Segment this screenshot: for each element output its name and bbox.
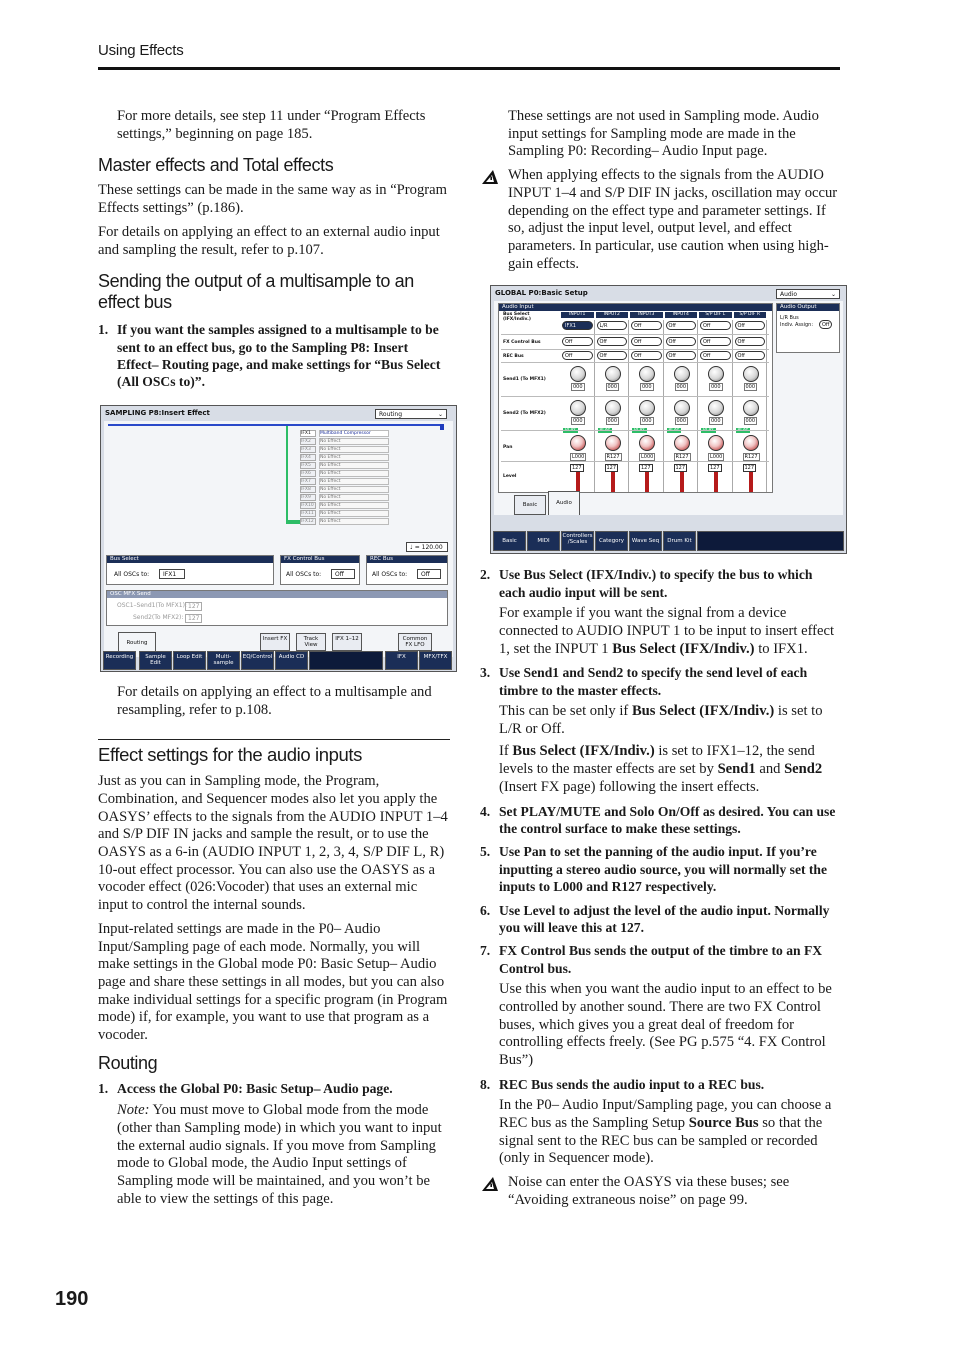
- send2-knob-value: 000: [745, 418, 756, 425]
- row-label: Level: [503, 474, 517, 480]
- bus-select-panel: [106, 555, 274, 585]
- step-number: 8.: [480, 1076, 491, 1092]
- level-slider[interactable]: [611, 472, 615, 492]
- row-label: Send2 (To MFX2): [503, 411, 546, 417]
- send2-knob[interactable]: [570, 400, 586, 416]
- text-span: and: [755, 761, 785, 778]
- level-value[interactable]: 127: [572, 465, 582, 472]
- ifx-row[interactable]: [300, 430, 396, 437]
- row-divider: [501, 362, 769, 363]
- ifx-row[interactable]: [300, 462, 396, 469]
- tab-0[interactable]: Recording: [103, 651, 136, 670]
- row-label: FX Control Bus: [503, 340, 541, 346]
- routing-heading: Routing: [98, 1052, 158, 1073]
- running-header: Using Effects: [98, 42, 184, 59]
- pan-knob[interactable]: [570, 435, 586, 451]
- column-header: INPUT2: [596, 312, 629, 318]
- subtab-0[interactable]: Routing: [118, 632, 156, 654]
- fx-control-dropdown[interactable]: Off: [562, 337, 593, 346]
- row-label: Pan: [503, 445, 513, 451]
- send1-knob[interactable]: [639, 366, 655, 382]
- column-header: S/P DIF L: [699, 312, 732, 318]
- send2-knob-value: 000: [642, 418, 652, 425]
- tempo-field[interactable]: ♩ = 120.00: [406, 542, 448, 552]
- send1-knob[interactable]: [708, 366, 724, 382]
- screen-title: SAMPLING P8:Insert Effect: [105, 408, 210, 417]
- rec-bus-dropdown[interactable]: Off: [631, 351, 662, 360]
- send2-knob[interactable]: [743, 400, 759, 416]
- column-header: INPUT3: [630, 312, 663, 318]
- text-span: If: [499, 743, 513, 760]
- ifx-row[interactable]: [300, 510, 396, 517]
- ifx-slot-label: IFX12: [300, 518, 316, 525]
- ifx-effect-name: No Effect: [319, 502, 389, 509]
- step-text: If you want the samples assigned to a multisample to be sent to an effect bus, go to the Sampling P8: Insert Effect– Routing page, and make settings for “Bus Select (All OSCs to)”.: [117, 322, 441, 390]
- bus-select-dropdown[interactable]: IFX1: [562, 321, 593, 330]
- column-divider: [663, 320, 664, 492]
- indiv-assign-label: Indiv. Assign:: [780, 322, 814, 329]
- row-divider: [501, 396, 769, 397]
- send1-knob-value: 000: [745, 384, 756, 391]
- pan-knob[interactable]: [605, 435, 621, 451]
- screen-body: [104, 421, 453, 657]
- rec-bus-dropdown[interactable]: Off: [735, 351, 766, 360]
- bus-select-label: All OSCs to:: [114, 570, 150, 578]
- text-span: For example if you want the signal from a device connected to AUDIO INPUT 1 to be input to insert effect 1, set the INPUT 1: [499, 605, 835, 657]
- tab-3[interactable]: Category: [595, 531, 628, 551]
- ifx-effect-name: No Effect: [319, 486, 389, 493]
- send2-knob[interactable]: [674, 400, 690, 416]
- bus-select-dropdown[interactable]: IFX1: [159, 569, 185, 579]
- level-value[interactable]: 127: [710, 465, 720, 472]
- column-header: INPUT4: [665, 312, 698, 318]
- step-text: Access the Global P0: Basic Setup– Audio page.: [117, 1080, 393, 1096]
- send1-value[interactable]: 127: [185, 602, 202, 611]
- tab-7[interactable]: MFX/TFX: [419, 651, 452, 670]
- tab-1[interactable]: Sample Edit: [139, 651, 172, 670]
- screen-body: [494, 301, 843, 515]
- ifx-slot-label: IFX1: [300, 430, 316, 437]
- text-span: This can be set only if: [499, 703, 632, 720]
- send1-knob[interactable]: [570, 366, 586, 382]
- level-slider[interactable]: [749, 472, 753, 492]
- ifx-slot-label: IFX11: [300, 510, 316, 517]
- text-span: is set to L/R or Off.: [499, 703, 823, 737]
- level-value[interactable]: 127: [675, 465, 686, 472]
- warning-note-2: [480, 1174, 840, 1209]
- text-span: is set to IFX1–12, the send levels to the master effects are set by: [499, 743, 815, 778]
- step-3-body-2: [480, 743, 840, 796]
- rec-bus-dropdown[interactable]: Off: [597, 351, 628, 360]
- tab-3[interactable]: Multi-sample: [207, 651, 240, 670]
- ifx-row[interactable]: [300, 518, 396, 525]
- ifx-slot-label: IFX3: [300, 446, 316, 453]
- page-menu[interactable]: [776, 289, 840, 299]
- send1-knob-value: 000: [573, 384, 583, 391]
- column-divider: [732, 320, 733, 492]
- tab-bar-spacer: [309, 651, 383, 670]
- right-intro: These settings are not used in Sampling mode. Audio input settings for Sampling mode are made in the Sampling P0: Recording– Audio Input page.: [508, 108, 819, 160]
- row-divider: [501, 461, 769, 462]
- param-name: Source Bus: [688, 1114, 759, 1131]
- multisample-heading: Sending the output of a multisample to an effect bus: [98, 271, 414, 313]
- page-menu-label: Audio: [780, 291, 798, 299]
- pan-value: L000: [572, 454, 585, 461]
- level-value[interactable]: 127: [641, 465, 651, 472]
- panel-title: Audio Input: [499, 304, 772, 311]
- level-slider[interactable]: [576, 472, 580, 492]
- ifx-slot-label: IFX8: [300, 486, 316, 493]
- ifx-effect-name: No Effect: [319, 454, 389, 461]
- ifx-effect-name: No Effect: [319, 510, 389, 517]
- column-divider: [697, 320, 698, 492]
- ifx-row[interactable]: [300, 454, 396, 461]
- ifx-effect-name: No Effect: [319, 438, 389, 445]
- ifx-slot-label: IFX5: [300, 462, 316, 469]
- send1-label: OSC1–Send1(To MFX1):: [117, 601, 187, 609]
- step-8-body: [480, 1097, 840, 1168]
- tab-2[interactable]: Loop Edit: [173, 651, 206, 670]
- page-menu-label: Routing: [379, 410, 403, 418]
- bus-select-dropdown[interactable]: Off: [700, 321, 731, 330]
- master-p2: For details on applying an effect to an external audio input and sampling the result, refer to p.107.: [98, 223, 440, 258]
- tab-1[interactable]: MIDI: [527, 531, 560, 551]
- column-divider: [766, 320, 767, 492]
- send1-knob-value: 000: [642, 384, 652, 391]
- audio-inputs-heading: Effect settings for the audio inputs: [98, 744, 362, 766]
- routing-step-1: [98, 1080, 450, 1097]
- bus-select-dropdown[interactable]: Off: [666, 321, 697, 330]
- rec-bus-label: All OSCs to:: [372, 570, 408, 578]
- row-divider: [501, 430, 769, 431]
- text-span: so that the signal sent to the REC bus can be sampled or recorded (only in Sequencer mode).: [499, 1114, 823, 1167]
- send1-knob-value: 000: [711, 384, 721, 391]
- lr-bus-label: L/R Bus: [780, 315, 799, 322]
- rec-bus-dropdown[interactable]: Off: [700, 351, 731, 360]
- ifx-slot-label: IFX4: [300, 454, 316, 461]
- ifx-row[interactable]: [300, 486, 396, 493]
- rec-bus-panel: [366, 555, 448, 585]
- ifx-effect-name: No Effect: [319, 470, 389, 477]
- ifx-effect-name: No Effect: [319, 462, 389, 469]
- step-7: [480, 942, 840, 977]
- fx-control-dropdown[interactable]: Off: [597, 337, 628, 346]
- send2-knob[interactable]: [605, 400, 621, 416]
- ifx-row[interactable]: [300, 478, 396, 485]
- panel-title: Audio Output: [777, 304, 839, 311]
- osc-mfx-send-panel: [106, 590, 448, 626]
- ifx-row[interactable]: [300, 446, 396, 453]
- subtab-1[interactable]: Audio: [548, 491, 580, 515]
- audio-inputs-section: [98, 739, 450, 765]
- note-label: Note:: [117, 1102, 150, 1119]
- multisample-step-1: [98, 321, 450, 391]
- warning-text: Noise can enter the OASYS via these buses; see “Avoiding extraneous noise” on page 99.: [508, 1173, 790, 1208]
- step-8: [480, 1076, 840, 1093]
- tab-5[interactable]: Audio CD: [275, 651, 308, 670]
- tab-4[interactable]: EQ/Control: [241, 651, 274, 670]
- column-divider: [628, 320, 629, 492]
- step-7-body: Use this when you want the audio input to an effect to be controlled by another sound. There are two FX Control buses, which gives you a great deal of freedom for controlling effects freely. (See PG p.575 “4. FX Control Bus”): [499, 981, 832, 1069]
- pan-value: L000: [710, 454, 723, 461]
- ifx-slot-label: IFX10: [300, 502, 316, 509]
- ifx-row[interactable]: [300, 438, 396, 445]
- caution-icon: [480, 1174, 508, 1209]
- subtab-4[interactable]: Common FX LFO: [398, 633, 432, 651]
- send1-knob-value: 000: [607, 384, 618, 391]
- send2-value[interactable]: 127: [185, 614, 202, 623]
- step-3-body-1: [480, 703, 840, 738]
- ifx-row[interactable]: [300, 502, 396, 509]
- pan-knob[interactable]: [674, 435, 690, 451]
- subtab-1[interactable]: Insert FX: [260, 633, 290, 651]
- intro-paragraph: For more details, see step 11 under “Program Effects settings,” beginning on page 185.: [117, 108, 426, 142]
- step-5: [480, 843, 840, 895]
- step-number: 5.: [480, 844, 491, 860]
- param-name: Send1: [717, 761, 756, 778]
- send2-knob-value: 000: [573, 418, 583, 425]
- audio-input-panel: [498, 303, 773, 493]
- step-3: [480, 664, 840, 699]
- tab-6[interactable]: IFX: [385, 651, 418, 670]
- step-text: REC Bus sends the audio input to a REC bus.: [499, 1076, 765, 1092]
- ifx-effect-name: No Effect: [319, 446, 389, 453]
- param-name: Bus Select (IFX/Indiv.): [612, 640, 755, 657]
- tab-4[interactable]: Wave Seq: [629, 531, 662, 551]
- fx-control-panel: [280, 555, 360, 585]
- ifx-slot-label: IFX6: [300, 470, 316, 477]
- fx-control-dropdown[interactable]: Off: [331, 569, 355, 579]
- fx-control-dropdown[interactable]: Off: [666, 337, 697, 346]
- text-span: to IFX1.: [754, 640, 808, 657]
- page-number: 190: [55, 1288, 89, 1310]
- send1-knob[interactable]: [743, 366, 759, 382]
- step-4: [480, 803, 840, 838]
- fx-control-label: All OSCs to:: [286, 570, 322, 578]
- chevron-down-icon: ⌄: [830, 291, 836, 299]
- send1-knob[interactable]: [605, 366, 621, 382]
- panel-title: REC Bus: [367, 556, 447, 563]
- step-text: Use Send1 and Send2 to specify the send level of each timbre to the master effects.: [499, 665, 808, 698]
- routing-line: [108, 424, 444, 426]
- level-slider[interactable]: [645, 472, 649, 492]
- level-value[interactable]: 127: [606, 465, 617, 472]
- ifx-slot-label: IFX2: [300, 438, 316, 445]
- panel-title: FX Control Bus: [281, 556, 359, 563]
- ifx-effect-name: No Effect: [319, 478, 389, 485]
- param-name: Bus Select (IFX/Indiv.): [512, 743, 655, 760]
- tab-5[interactable]: Drum Kit: [663, 531, 696, 551]
- send2-knob-value: 000: [711, 418, 721, 425]
- row-divider: [501, 349, 769, 350]
- bus-select-dropdown[interactable]: Off: [735, 321, 766, 330]
- right-column: [480, 108, 840, 1209]
- ifx-chain-line: [286, 426, 288, 524]
- master-p1: These settings can be made in the same way as in “Program Effects settings” (p.186).: [98, 182, 447, 217]
- step-text: FX Control Bus sends the output of the timbre to an FX Control bus.: [499, 943, 823, 976]
- column-divider: [594, 320, 595, 492]
- row-divider: [501, 334, 769, 335]
- ifx-effect-name: No Effect: [319, 518, 389, 525]
- audio-output-panel: [776, 303, 840, 353]
- page-menu[interactable]: [375, 409, 447, 419]
- step-6: [480, 902, 840, 937]
- note-text: You must move to Global mode from the mode (other than Sampling mode) in which you want to input the external audio signals. If you move from Sampling mode to Global mode, the Audio Input settings of Sampling mode will be maintained, and you won’t be able to view the settings of this page.: [117, 1102, 442, 1207]
- routing-arrow-icon: [440, 424, 444, 430]
- ifx-chain-end: [286, 520, 300, 524]
- step-number: 6.: [480, 902, 491, 918]
- rec-bus-dropdown[interactable]: Off: [666, 351, 697, 360]
- send2-knob[interactable]: [708, 400, 724, 416]
- send2-label: Send2(To MFX2):: [133, 613, 184, 621]
- tab-bar-spacer: [697, 531, 844, 551]
- subtab-3[interactable]: IFX 1–12: [332, 633, 362, 651]
- panel-title: OSC MFX Send: [107, 591, 447, 598]
- screen-title: GLOBAL P0:Basic Setup: [495, 289, 588, 298]
- step-number: 1.: [98, 1080, 109, 1096]
- ifx-row[interactable]: [300, 470, 396, 477]
- multisample-after: For details on applying an effect to a multisample and resampling, refer to p.108.: [117, 683, 432, 718]
- send2-knob-value: 000: [676, 418, 687, 425]
- pan-knob[interactable]: [743, 435, 759, 451]
- indiv-assign-dropdown[interactable]: Off: [819, 320, 832, 329]
- column-header: S/P DIF R: [734, 312, 767, 318]
- pan-value: L000: [641, 454, 654, 461]
- send1-knob-value: 000: [676, 384, 687, 391]
- warning-text: When applying effects to the signals from the AUDIO INPUT 1–4 and S/P DIF IN jacks, oscillation may occur depending on the effect type and parameter settings. If so, adjust the input level, output level, and effect parameters. In particular, use caution when using high-gain effects.: [508, 167, 838, 272]
- pan-knob[interactable]: [639, 435, 655, 451]
- global-basic-setup-screenshot: [490, 285, 847, 554]
- level-slider[interactable]: [680, 472, 684, 492]
- step-text: Use Bus Select (IFX/Indiv.) to specify the bus to which each audio input will be sent.: [499, 567, 813, 600]
- routing-note: [98, 1102, 450, 1208]
- panel-title: Bus Select: [107, 556, 273, 563]
- fx-control-dropdown[interactable]: Off: [700, 337, 731, 346]
- tab-0[interactable]: Basic: [493, 531, 526, 551]
- step-number: 3.: [480, 665, 491, 681]
- step-2-body: [480, 605, 840, 658]
- ifx-effect-name: No Effect: [319, 494, 389, 501]
- bus-select-dropdown[interactable]: Off: [631, 321, 662, 330]
- step-number: 1.: [98, 322, 109, 338]
- ifx-slot-label: IFX7: [300, 478, 316, 485]
- audio-inputs-p2: Input-related settings are made in the P0– Audio Input/Sampling page of each mode. Normally, you will make settings in the Global mode P0: Basic Setup– Audio page and share these settings in all modes, but you can also make individual settings for a specific program (in Program mode) if, for example, you want to use that program as a vocoder.: [98, 920, 448, 1044]
- fx-control-dropdown[interactable]: Off: [631, 337, 662, 346]
- master-effects-heading: Master effects and Total effects: [98, 155, 334, 176]
- rec-bus-dropdown[interactable]: Off: [562, 351, 593, 360]
- pan-value: R127: [606, 454, 620, 461]
- level-value[interactable]: 127: [744, 465, 755, 472]
- step-2: [480, 566, 840, 601]
- ifx-row[interactable]: [300, 494, 396, 501]
- row-label: REC Bus: [503, 354, 524, 360]
- step-number: 4.: [480, 803, 491, 819]
- chevron-down-icon: ⌄: [437, 410, 443, 418]
- tab-2[interactable]: Controllers /Scales: [561, 531, 594, 551]
- text-span: In the P0– Audio Input/Sampling page, you can choose a REC bus as the Sampling Setup: [499, 1097, 832, 1131]
- pan-value: R127: [744, 454, 758, 461]
- step-number: 2.: [480, 567, 491, 583]
- bus-select-dropdown[interactable]: L/R: [597, 321, 628, 330]
- send1-knob[interactable]: [674, 366, 690, 382]
- pan-value: R127: [675, 454, 689, 461]
- send2-knob-value: 000: [607, 418, 618, 425]
- subtab-2[interactable]: Track View: [296, 633, 326, 651]
- ifx-slot-label: IFX9: [300, 494, 316, 501]
- sampling-insert-effect-screenshot: [100, 405, 457, 672]
- step-text: Use Level to adjust the level of the audio input. Normally you will leave this at 127.: [499, 902, 830, 936]
- warning-note-1: [480, 167, 840, 273]
- send2-knob[interactable]: [639, 400, 655, 416]
- step-text: Use Pan to set the panning of the audio input. If you’re inputting a stereo audio source, you will normally set the inputs to L000 and R127 respectively.: [499, 844, 828, 895]
- row-label: Bus Select (IFX/Indiv.): [503, 312, 531, 323]
- level-slider[interactable]: [714, 472, 718, 492]
- step-text: Set PLAY/MUTE and Solo On/Off as desired. You can use the control surface to make these settings.: [499, 803, 836, 836]
- caution-icon: [480, 167, 508, 273]
- rec-bus-dropdown[interactable]: Off: [417, 569, 441, 579]
- row-label: Send1 (To MFX1): [503, 377, 546, 383]
- audio-inputs-p1: Just as you can in Sampling mode, the Program, Combination, and Sequencer modes also let you apply the OASYS’ effects to the signals from the AUDIO INPUT 1–4 and S/P DIF IN jacks and sample the result, or to use the OASYS as a 6-in (AUDIO INPUT 1, 2, 3, 4, S/P DIF L, R) 10-out effect processor. You can also use the OASYS as a vocoder effect (026:Vocoder) that uses an external mic input to control the internal sounds.: [98, 773, 448, 914]
- pan-knob[interactable]: [708, 435, 724, 451]
- ifx-effect-name: Multiband Compressor: [319, 430, 389, 437]
- steps-list: [480, 566, 840, 1209]
- left-column: [98, 108, 450, 1208]
- param-name: Bus Select (IFX/Indiv.): [631, 703, 775, 720]
- header-rule: [98, 67, 840, 70]
- text-span: (Insert FX page) following the insert effects.: [499, 778, 760, 795]
- step-number: 7.: [480, 943, 491, 959]
- param-name: Send2: [784, 761, 823, 778]
- subtab-0[interactable]: Basic: [514, 495, 546, 515]
- column-header: INPUT1: [561, 312, 594, 318]
- fx-control-dropdown[interactable]: Off: [735, 337, 766, 346]
